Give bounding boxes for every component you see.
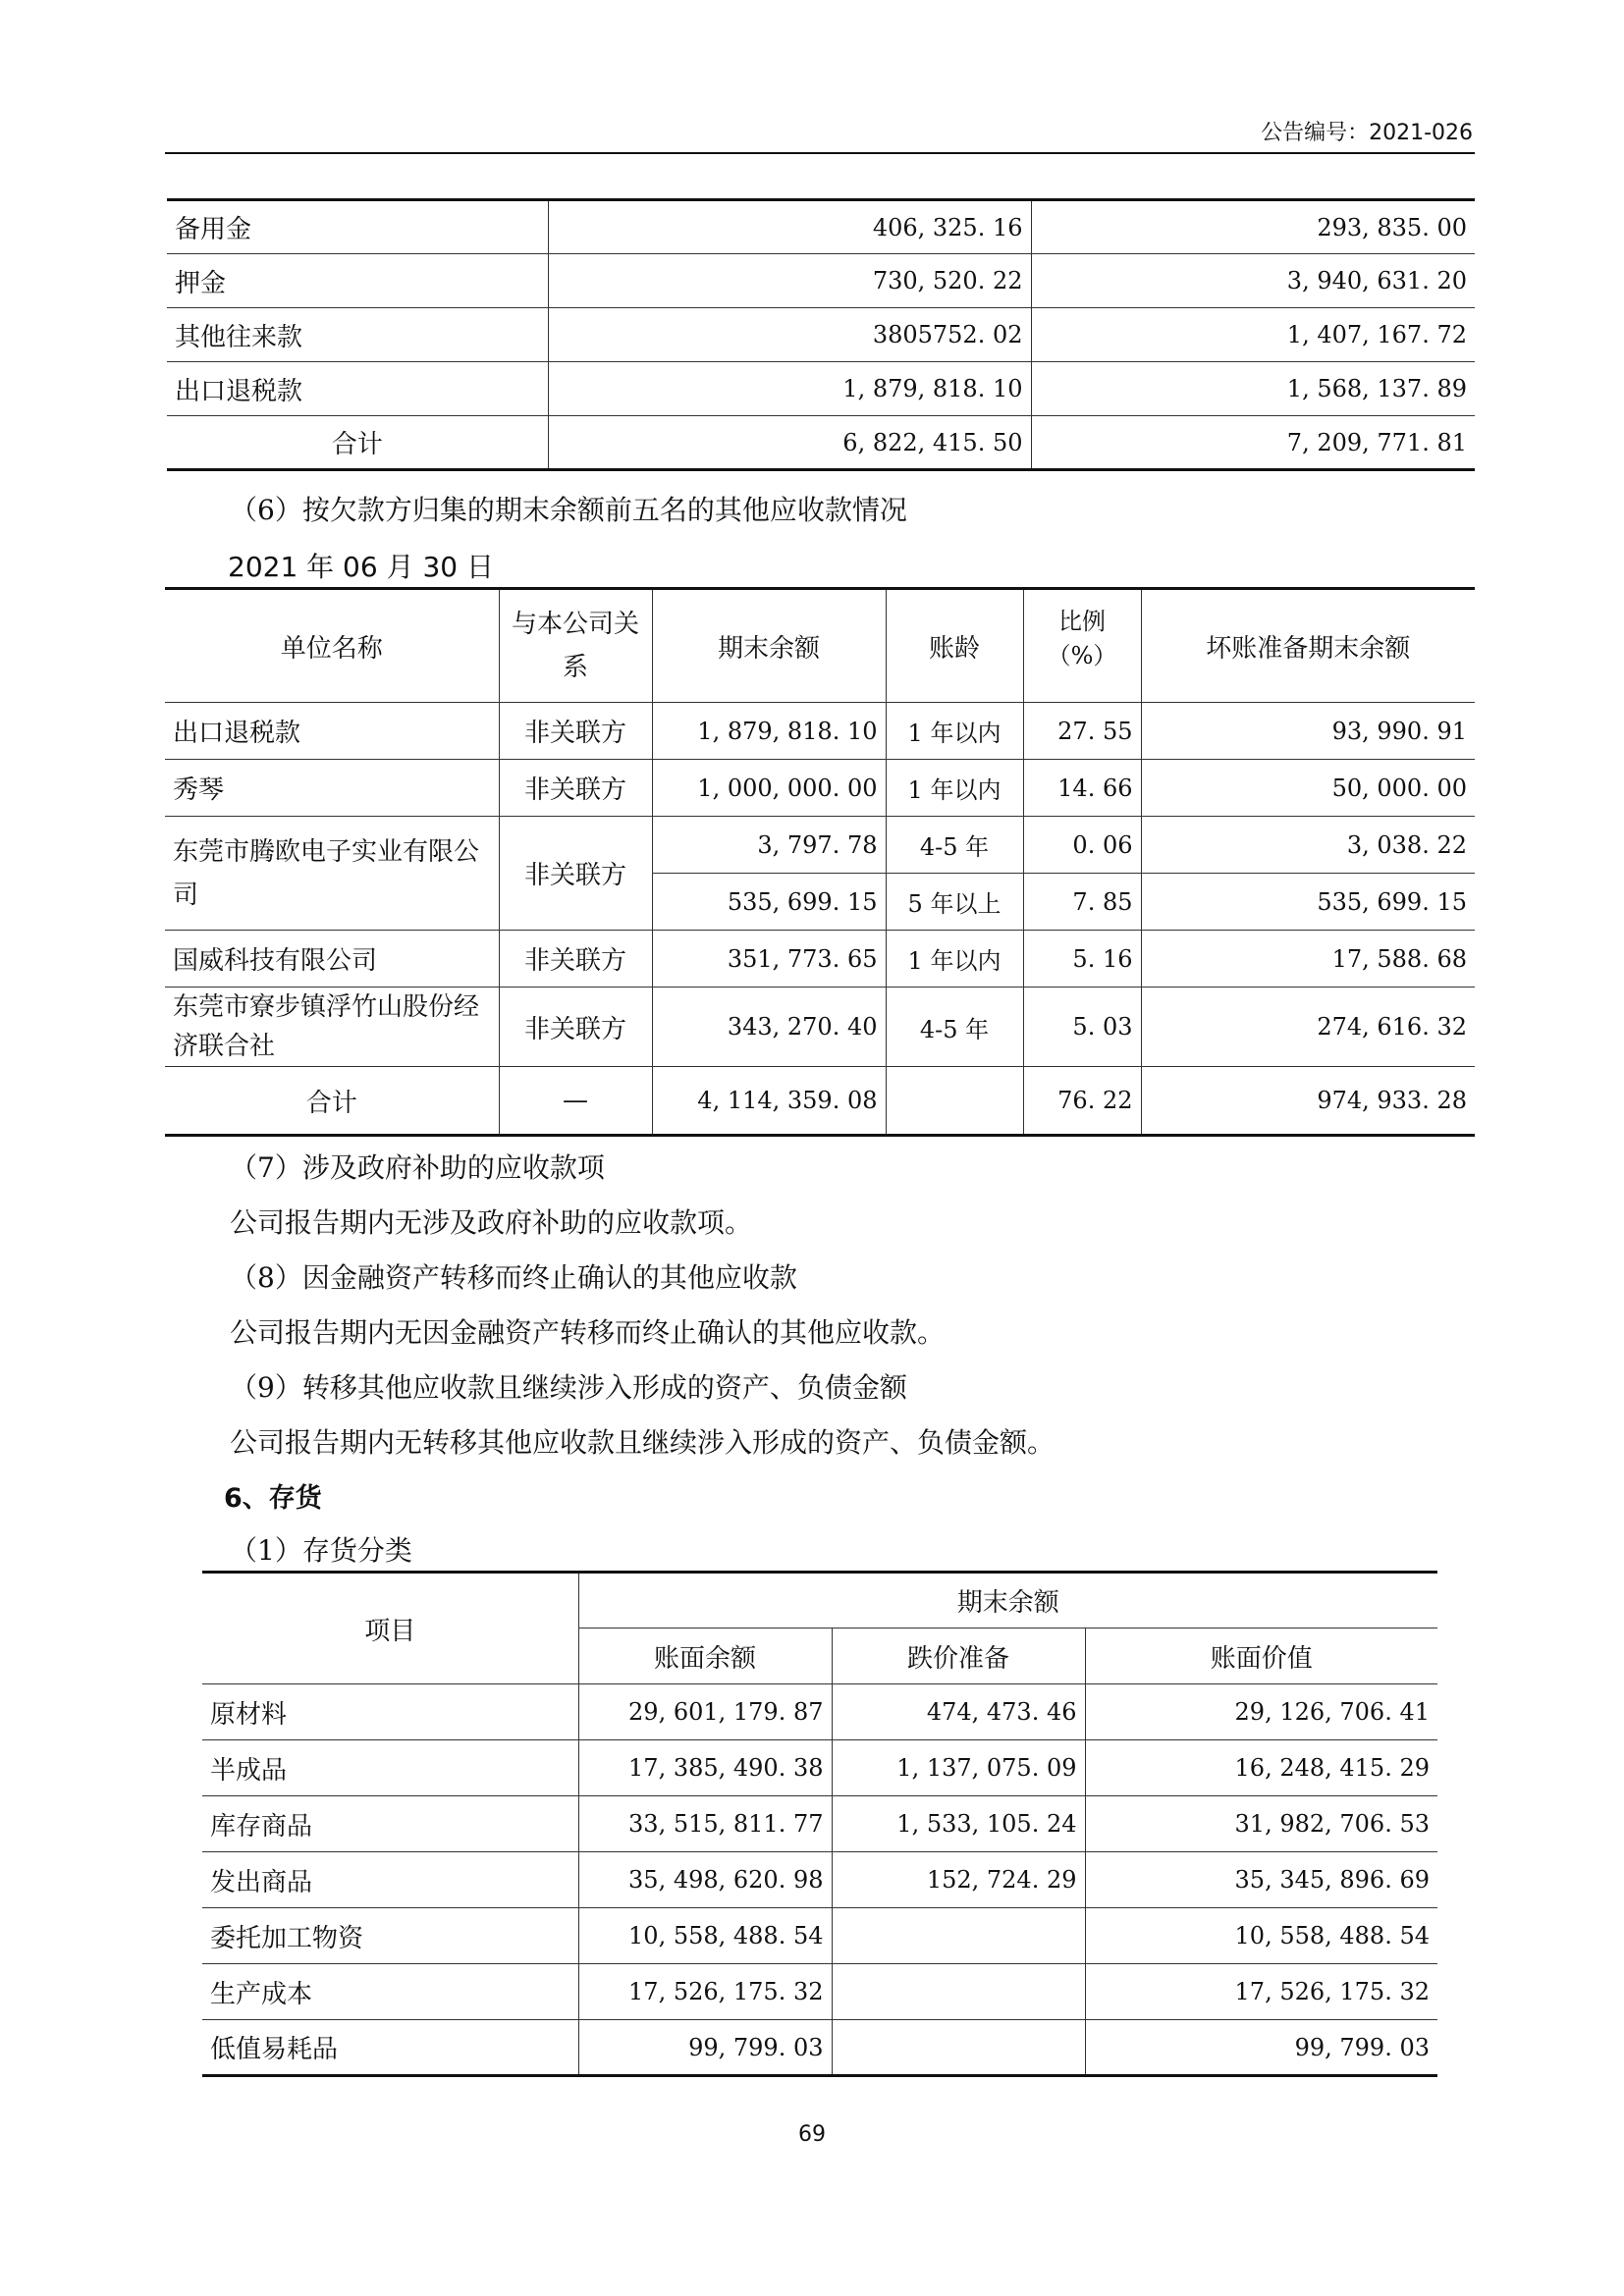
cell-book: 17, 385, 490. 38 — [578, 1740, 832, 1796]
table-row — [167, 200, 1475, 254]
cell-balance: 351, 773. 65 — [652, 931, 886, 988]
cell-age: 1 年以内 — [886, 703, 1023, 760]
section-9-title: （9）转移其他应收款且继续涉入形成的资产、负债金额 — [230, 1371, 907, 1404]
col-header-item: 项目 — [202, 1573, 578, 1684]
cell-value: 29, 126, 706. 41 — [1085, 1684, 1437, 1740]
cell-balance: 3, 797. 78 — [652, 817, 886, 874]
cell-name: 秀琴 — [165, 760, 499, 817]
table-row — [202, 1852, 1437, 1908]
table-row — [165, 931, 1475, 988]
cell-end-balance: 3805752. 02 — [548, 308, 1031, 362]
cell-provision: 1, 533, 105. 24 — [832, 1796, 1085, 1852]
cell-value: 16, 248, 415. 29 — [1085, 1740, 1437, 1796]
section-6-title: （6）按欠款方归集的期末余额前五名的其他应收款情况 — [230, 494, 907, 526]
cell-provision: 535, 699. 15 — [1141, 874, 1475, 931]
col-header-age: 账龄 — [886, 589, 1023, 703]
cell-balance: 1, 879, 818. 10 — [652, 703, 886, 760]
cell-name: 国威科技有限公司 — [165, 931, 499, 988]
table-row — [167, 254, 1475, 308]
cell-balance: 535, 699. 15 — [652, 874, 886, 931]
cell-begin-balance: 293, 835. 00 — [1031, 200, 1475, 254]
cell-name: 原材料 — [202, 1684, 578, 1740]
cell-name: 东莞市寮步镇浮竹山股份经济联合社 — [165, 988, 499, 1067]
cell-end-balance: 406, 325. 16 — [548, 200, 1031, 254]
cell-provision: 3, 038. 22 — [1141, 817, 1475, 874]
cell-relation: 非关联方 — [499, 817, 652, 931]
section-8-title: （8）因金融资产转移而终止确认的其他应收款 — [230, 1261, 797, 1294]
cell-name: 半成品 — [202, 1740, 578, 1796]
cell-ratio: 0. 06 — [1023, 817, 1141, 874]
cell-value: 35, 345, 896. 69 — [1085, 1852, 1437, 1908]
table-header-row — [202, 1573, 1437, 1629]
cell-name: 其他往来款 — [167, 308, 548, 362]
cell-balance: 343, 270. 40 — [652, 988, 886, 1067]
table-row — [165, 817, 1475, 874]
cell-name: 发出商品 — [202, 1852, 578, 1908]
cell-name: 委托加工物资 — [202, 1908, 578, 1964]
cell-relation: — — [499, 1067, 652, 1136]
cell-provision: 474, 473. 46 — [832, 1684, 1085, 1740]
table-row — [202, 1796, 1437, 1852]
cell-ratio: 27. 55 — [1023, 703, 1141, 760]
cell-ratio: 14. 66 — [1023, 760, 1141, 817]
cell-end-balance: 1, 879, 818. 10 — [548, 362, 1031, 416]
section-7-text: 公司报告期内无涉及政府补助的应收款项。 — [230, 1206, 753, 1239]
cell-value: 31, 982, 706. 53 — [1085, 1796, 1437, 1852]
cell-name: 合计 — [167, 416, 548, 470]
cell-provision: 274, 616. 32 — [1141, 988, 1475, 1067]
table-total-row — [165, 1067, 1475, 1136]
cell-end-balance: 6, 822, 415. 50 — [548, 416, 1031, 470]
col-header-value: 账面价值 — [1085, 1629, 1437, 1684]
cell-relation: 非关联方 — [499, 760, 652, 817]
cell-value: 17, 526, 175. 32 — [1085, 1964, 1437, 2020]
cell-begin-balance: 1, 407, 167. 72 — [1031, 308, 1475, 362]
cell-balance: 1, 000, 000. 00 — [652, 760, 886, 817]
table-total-row — [167, 416, 1475, 470]
cell-provision — [832, 2020, 1085, 2076]
cell-relation: 非关联方 — [499, 988, 652, 1067]
col-header-provision: 跌价准备 — [832, 1629, 1085, 1684]
cell-begin-balance: 1, 568, 137. 89 — [1031, 362, 1475, 416]
cell-name: 低值易耗品 — [202, 2020, 578, 2076]
cell-provision: 17, 588. 68 — [1141, 931, 1475, 988]
cell-relation: 非关联方 — [499, 931, 652, 988]
cell-provision — [832, 1964, 1085, 2020]
cell-relation: 非关联方 — [499, 703, 652, 760]
inventory-subheading: （1）存货分类 — [230, 1534, 412, 1567]
cell-name: 出口退税款 — [167, 362, 548, 416]
cell-ratio: 5. 03 — [1023, 988, 1141, 1067]
cell-provision: 93, 990. 91 — [1141, 703, 1475, 760]
table-row — [202, 1964, 1437, 2020]
cell-ratio: 76. 22 — [1023, 1067, 1141, 1136]
inventory-classification-table — [202, 1571, 1437, 2077]
table-row — [165, 988, 1475, 1067]
cell-provision: 974, 933. 28 — [1141, 1067, 1475, 1136]
table-row — [202, 1908, 1437, 1964]
cell-age: 1 年以内 — [886, 931, 1023, 988]
cell-name: 库存商品 — [202, 1796, 578, 1852]
section-9-text: 公司报告期内无转移其他应收款且继续涉入形成的资产、负债金额。 — [230, 1426, 1056, 1459]
cell-value: 99, 799. 03 — [1085, 2020, 1437, 2076]
cell-provision: 152, 724. 29 — [832, 1852, 1085, 1908]
cell-age: 5 年以上 — [886, 874, 1023, 931]
cell-provision — [832, 1908, 1085, 1964]
header-rule — [165, 152, 1475, 154]
col-header-ratio: 比例（%） — [1023, 589, 1141, 703]
cell-book: 33, 515, 811. 77 — [578, 1796, 832, 1852]
col-header-book: 账面余额 — [578, 1629, 832, 1684]
cell-balance: 4, 114, 359. 08 — [652, 1067, 886, 1136]
cell-age: 4-5 年 — [886, 988, 1023, 1067]
section-8-text: 公司报告期内无因金融资产转移而终止确认的其他应收款。 — [230, 1316, 946, 1349]
cell-provision: 50, 000. 00 — [1141, 760, 1475, 817]
cell-provision: 1, 137, 075. 09 — [832, 1740, 1085, 1796]
cell-age: 1 年以内 — [886, 760, 1023, 817]
cell-book: 35, 498, 620. 98 — [578, 1852, 832, 1908]
cell-book: 17, 526, 175. 32 — [578, 1964, 832, 2020]
cell-ratio: 7. 85 — [1023, 874, 1141, 931]
page-number: 69 — [798, 2122, 826, 2147]
col-header-name: 单位名称 — [165, 589, 499, 703]
table-row — [165, 760, 1475, 817]
col-header-provision: 坏账准备期末余额 — [1141, 589, 1475, 703]
cell-begin-balance: 7, 209, 771. 81 — [1031, 416, 1475, 470]
cell-name: 备用金 — [167, 200, 548, 254]
col-header-relation: 与本公司关系 — [499, 589, 652, 703]
col-header-group: 期末余额 — [578, 1573, 1437, 1629]
table-row — [202, 2020, 1437, 2076]
cell-value: 10, 558, 488. 54 — [1085, 1908, 1437, 1964]
announcement-number: 公告编号：2021-026 — [1261, 121, 1473, 145]
table-row — [167, 362, 1475, 416]
cell-name: 押金 — [167, 254, 548, 308]
cell-end-balance: 730, 520. 22 — [548, 254, 1031, 308]
inventory-heading: 6、存货 — [224, 1483, 322, 1514]
cell-age — [886, 1067, 1023, 1136]
top-five-debtors-table — [165, 587, 1475, 1137]
cell-book: 10, 558, 488. 54 — [578, 1908, 832, 1964]
cell-name: 东莞市腾欧电子实业有限公司 — [165, 817, 499, 931]
cell-age: 4-5 年 — [886, 817, 1023, 874]
cell-begin-balance: 3, 940, 631. 20 — [1031, 254, 1475, 308]
table-header-row — [165, 589, 1475, 703]
other-receivables-by-nature-table — [167, 198, 1475, 471]
cell-book: 29, 601, 179. 87 — [578, 1684, 832, 1740]
cell-name: 出口退税款 — [165, 703, 499, 760]
col-header-balance: 期末余额 — [652, 589, 886, 703]
report-date: 2021 年 06 月 30 日 — [228, 551, 495, 583]
section-7-title: （7）涉及政府补助的应收款项 — [230, 1151, 605, 1184]
cell-name: 生产成本 — [202, 1964, 578, 2020]
table-row — [165, 703, 1475, 760]
table-row — [167, 308, 1475, 362]
table-row — [202, 1740, 1437, 1796]
cell-book: 99, 799. 03 — [578, 2020, 832, 2076]
cell-name: 合计 — [165, 1067, 499, 1136]
cell-ratio: 5. 16 — [1023, 931, 1141, 988]
table-row — [202, 1684, 1437, 1740]
